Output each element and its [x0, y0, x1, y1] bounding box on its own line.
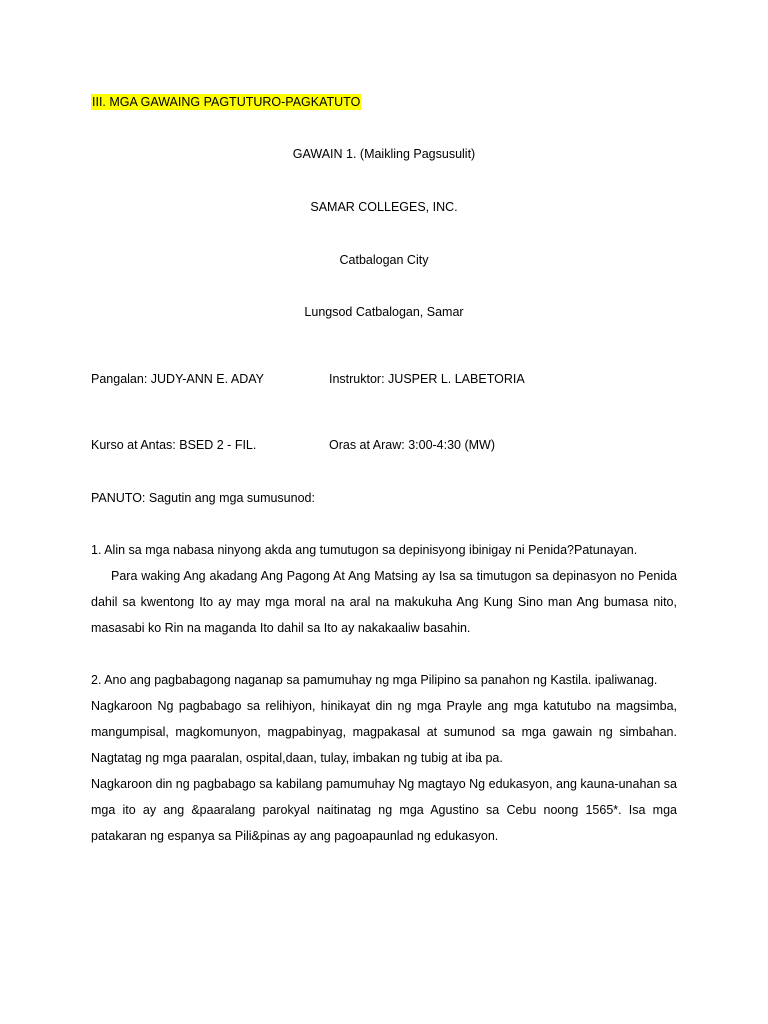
location-name: Lungsod Catbalogan, Samar	[304, 305, 464, 319]
instructions: PANUTO: Sagutin ang mga sumusunod:	[91, 491, 315, 505]
school-name: SAMAR COLLEGES, INC.	[310, 200, 458, 214]
question-1-block	[91, 537, 677, 641]
activity-title: GAWAIN 1. (Maikling Pagsusulit)	[292, 147, 476, 161]
answer-2-paragraph-1: Nagkaroon Ng pagbabago sa relihiyon, hinikayat din ng mga Prayle ang mga katutubo na magsimba, mangumpisal, magkomunyon, magpabinyag, magpakasal at sumunod sa mga gawain ng simbahan. Nagtatag ng mga paaralan, ospital,daan, tulay, imbakan ng tubig at iba pa.	[91, 699, 677, 765]
section-title: III. MGA GAWAING PAGTUTURO-PAGKATUTO	[92, 95, 361, 109]
city-name: Catbalogan City	[339, 253, 429, 267]
question-2-block	[91, 667, 677, 849]
question-1: 1. Alin sa mga nabasa ninyong akda ang tumutugon sa depinisyong ibinigay ni Penida?Patunayan.	[91, 543, 638, 557]
answer-1: Para waking Ang akadang Ang Pagong At Ang Matsing ay Isa sa timutugon sa depinasyon no Penida dahil sa kwentong Ito ay may mga moral na aral na makukuha Ang Kung Sino man Ang bumasa nito, masasabi ko Rin na maganda Ito dahil sa Ito ay nakakaaliw basahin.	[91, 569, 677, 635]
course-level: Kurso at Antas: BSED 2 - FIL.	[91, 438, 257, 452]
class-schedule: Oras at Araw: 3:00-4:30 (MW)	[329, 438, 496, 452]
answer-2-paragraph-2: Nagkaroon din ng pagbabago sa kabilang pamumuhay Ng magtayo Ng edukasyon, ang kauna-unahan sa mga ito ay ang &paaralang parokyal naitinatag ng mga Agustino sa Cebu noong 1565*. Isa mga patakaran ng espanya sa Pili&pinas ay ang pagoapaunlad ng edukasyon.	[91, 777, 677, 843]
instructor-name: Instruktor: JUSPER L. LABETORIA	[329, 372, 525, 386]
question-2: 2. Ano ang pagbabagong naganap sa pamumuhay ng mga Pilipino sa panahon ng Kastila. ipaliwanag.	[91, 673, 658, 687]
student-name: Pangalan: JUDY-ANN E. ADAY	[91, 372, 264, 386]
